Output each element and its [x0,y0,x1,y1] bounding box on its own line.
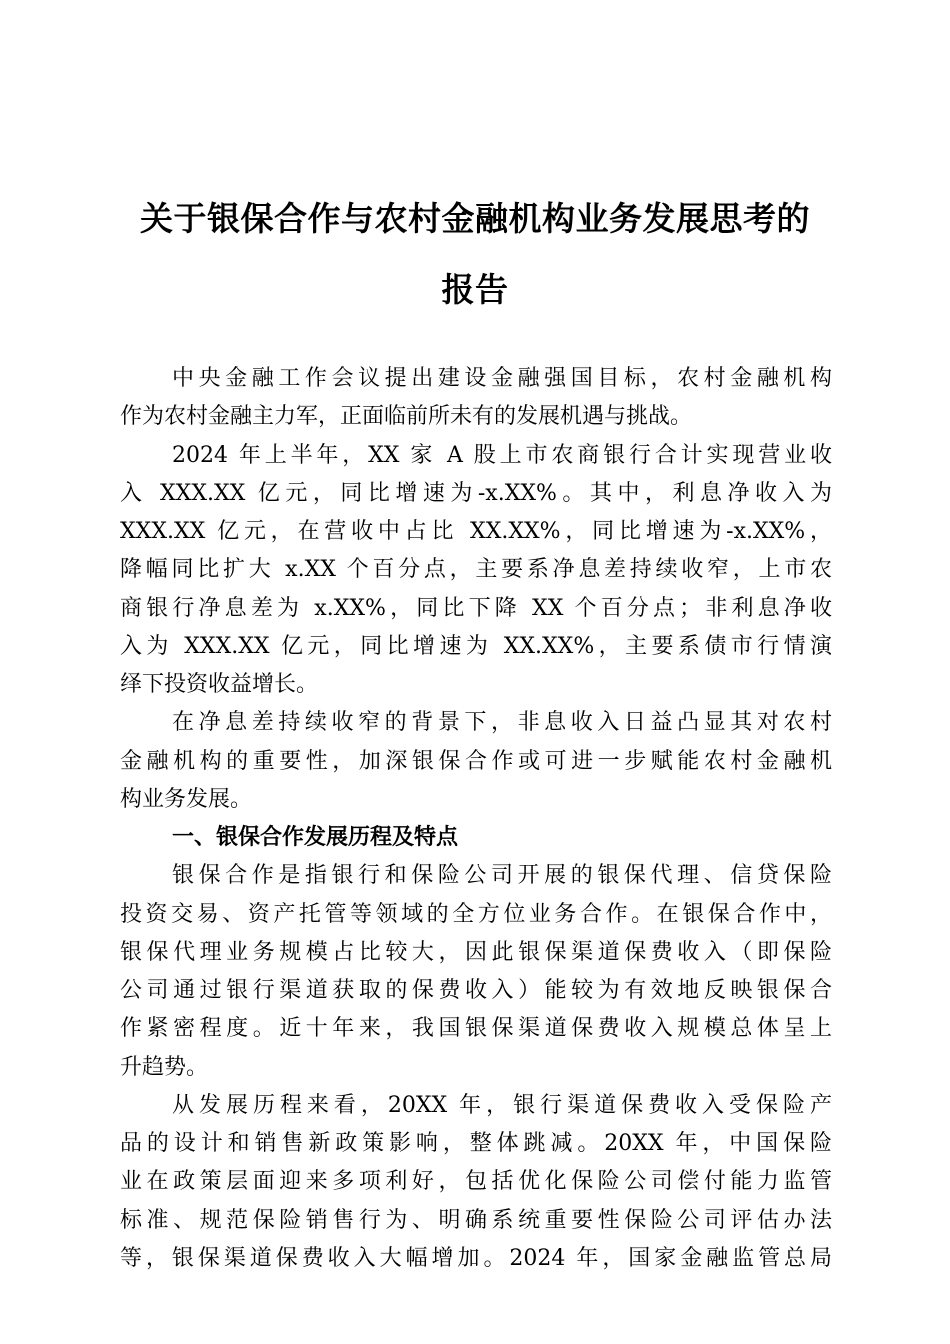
paragraph-line: 银保合作是指银行和保险公司开展的银保代理、信贷保险 [172,863,832,889]
paragraph-line: 中央金融工作会议提出建设金融强国目标，农村金融机构 [172,366,832,391]
paragraph [120,704,832,819]
paragraph [120,857,832,1087]
paragraph-line: 2024 年上半年，XX 家 A 股上市农商银行合计实现营业收 [172,442,832,468]
paragraph [120,360,832,437]
paragraph-line: 投资交易、资产托管等领域的全方位业务合作。在银保合作中， [120,901,832,927]
paragraph [120,437,832,705]
paragraph-line: 业在政策层面迎来多项利好，包括优化保险公司偿付能力监管 [120,1169,832,1195]
paragraph-line: 在净息差持续收窄的背景下，非息收入日益凸显其对农村 [172,710,832,736]
paragraph-line: 作为农村金融主力军，正面临前所未有的发展机遇与挑战。 [120,404,693,430]
paragraph-line: 等，银保渠道保费收入大幅增加。2024 年，国家金融监管总局 [120,1245,832,1271]
paragraph-line: 作紧密程度。近十年来，我国银保渠道保费收入规模总体呈上 [120,1016,832,1042]
paragraph-line: 升趋势。 [120,1054,209,1080]
document-body [120,360,832,1278]
paragraph-line: 绎下投资收益增长。 [120,672,319,697]
paragraph-line: 降幅同比扩大 x.XX 个百分点，主要系净息差持续收窄，上市农 [120,557,832,583]
paragraph [120,1087,832,1278]
paragraph-line: 入为 XXX.XX 亿元，同比增速为 XX.XX%，主要系债市行情演 [120,633,832,659]
document-title-line-2: 报告 [441,270,509,309]
paragraph-line: 标准、规范保险销售行为、明确系统重要性保险公司评估办法 [120,1207,832,1233]
paragraph-line: 品的设计和销售新政策影响，整体跳减。20XX 年，中国保险 [120,1131,832,1156]
paragraph-line: 从发展历程来看，20XX 年，银行渠道保费收入受保险产 [172,1092,832,1118]
document-title-line-1: 关于银保合作与农村金融机构业务发展思考的 [140,199,810,238]
paragraph-line: 入 XXX.XX 亿元，同比增速为-x.XX%。其中，利息净收入为 [120,480,832,506]
paragraph-line: 构业务发展。 [120,786,253,812]
paragraph-line: 金融机构的重要性，加深银保合作或可进一步赋能农村金融机 [120,748,832,774]
paragraph-line: 商银行净息差为 x.XX%，同比下降 XX 个百分点；非利息净收 [120,595,832,621]
paragraph-line: XXX.XX 亿元，在营收中占比 XX.XX%，同比增速为-x.XX%， [120,519,832,544]
section-heading [120,819,832,857]
heading-text: 一、银保合作发展历程及特点 [172,825,459,850]
paragraph-line: 公司通过银行渠道获取的保费收入）能较为有效地反映银保合 [120,978,832,1003]
paragraph-line: 银保代理业务规模占比较大，因此银保渠道保费收入（即保险 [120,939,832,965]
